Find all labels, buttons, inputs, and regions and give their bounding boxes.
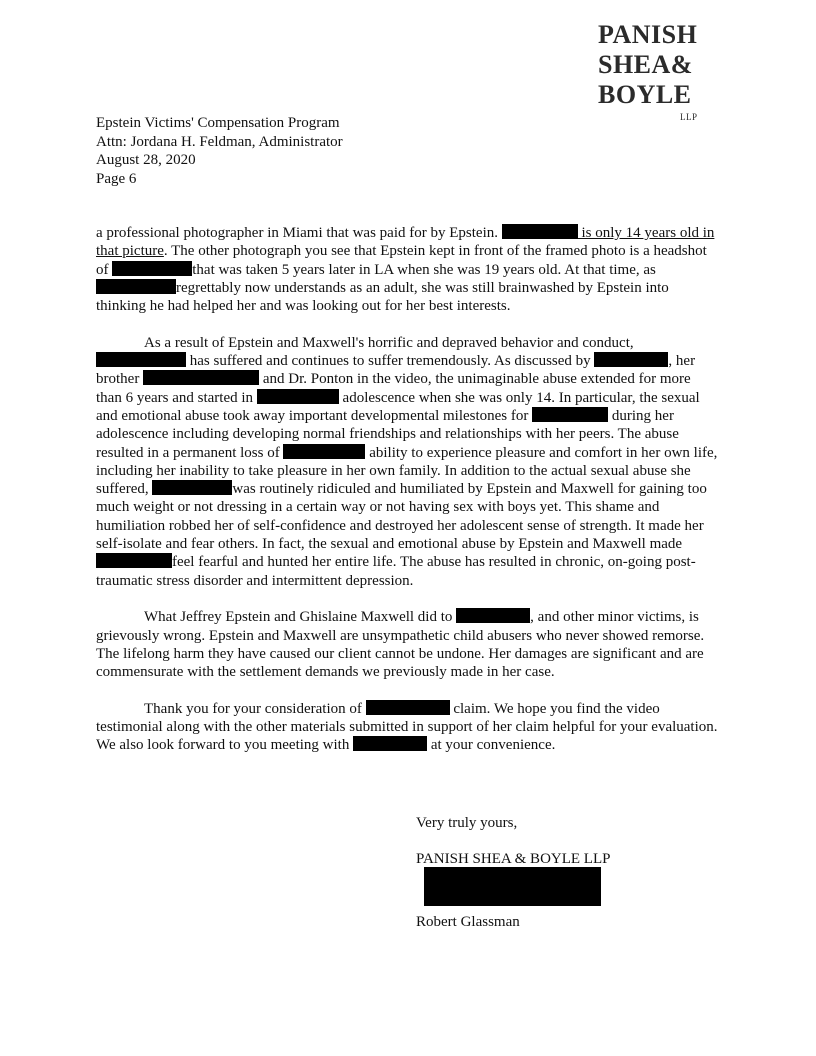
redaction-box (112, 261, 192, 276)
signature-redaction (424, 867, 601, 906)
text-segment: ability to experience pleasure and comfort in her own life, including her inability to take pleasure in her own family. In addition to the actual sexual abuse she suffered, (96, 444, 718, 498)
redaction-box (96, 279, 176, 294)
text-segment: What Jeffrey Epstein and Ghislaine Maxwell did to (144, 609, 457, 626)
text-segment: , her brother (96, 353, 696, 388)
letter-date: August 28, 2020 (96, 152, 196, 168)
text-segment: during her adolescence including developing normal friendships and relationships with her peers. The abuse resulted in a permanent loss of (96, 407, 679, 461)
redaction-box (96, 352, 186, 367)
letter-body (96, 224, 720, 773)
text-segment: has suffered and continues to suffer tremendously. As discussed by (186, 353, 595, 370)
text-segment: As a result of Epstein and Maxwell's horrific and depraved behavior and conduct, (144, 334, 634, 351)
recipient: Epstein Victims' Compensation Program (96, 115, 340, 131)
page-number: Page 6 (96, 170, 137, 187)
text-segment: regrettably now understands as an adult, she was still brainwashed by Epstein into thinking he had helped her and was looking out for her best interests. (96, 279, 669, 315)
redaction-box (456, 608, 530, 623)
paragraph-3 (96, 608, 720, 681)
paragraph-2 (96, 334, 720, 590)
text-segment: and Dr. Ponton in the video, the unimaginable abuse extended for more than 6 years and started in (96, 371, 691, 406)
text-segment: adolescence when she was only 14. In particular, the sexual and emotional abuse took away important developmental milestones for (96, 389, 700, 424)
redaction-box (366, 700, 450, 715)
firm-name: PANISH SHEA & BOYLE LLP (416, 851, 611, 868)
text-segment: that was taken 5 years later in LA when she was 19 years old. At that time, as (192, 261, 656, 278)
text-segment: Thank you for your consideration of (144, 700, 366, 717)
letter-header (96, 114, 343, 188)
salutation: Very truly yours, (416, 815, 518, 831)
text-segment: . The other photograph you see that Epstein kept in front of the framed photo is a headshot of (96, 243, 707, 278)
text-segment: a professional photographer in Miami that was paid for by Epstein. (96, 225, 502, 241)
logo-suffix: LLP (680, 112, 698, 122)
attention-line: Attn: Jordana H. Feldman, Administrator (96, 133, 343, 150)
redaction-box (532, 407, 608, 422)
text-segment: at your convenience. (427, 737, 556, 754)
underlined-text: is only 14 years old in that picture (96, 225, 715, 260)
redaction-box (283, 444, 365, 459)
redaction-box (257, 389, 339, 404)
signer-name: Robert Glassman (416, 913, 520, 930)
firm-logo (598, 20, 708, 122)
paragraph-4 (96, 700, 720, 755)
redaction-box (96, 553, 172, 568)
text-segment: was routinely ridiculed and humiliated by Epstein and Maxwell for gaining too much weight or not dressing in a certain way or not having sex with boys yet. This shame and humiliation robbed her of self-confidence and destroyed her adolescent sense of strength. It made her self-isolate and fear others. In fact, the sexual and emotional abuse by Epstein and Maxwell made (96, 481, 707, 553)
text-segment: feel fearful and hunted her entire life. The abuse has resulted in chronic, on-going post-traumatic stress disorder and intermittent depression. (96, 554, 696, 589)
logo-line-1: PANISH (598, 20, 698, 49)
logo-line-2: SHEA& (598, 50, 693, 79)
paragraph-1 (96, 224, 720, 315)
logo-line-3: BOYLE (598, 80, 692, 109)
redaction-box (594, 352, 668, 367)
redaction-box (152, 480, 232, 495)
redaction-box (353, 736, 427, 751)
text-segment: claim. We hope you find the video testimonial along with the other materials submitted in support of her claim helpful for your evaluation. We also look forward to you meeting with (96, 700, 718, 754)
redaction-box (502, 224, 578, 239)
redaction-box (143, 370, 259, 385)
text-segment: , and other minor victims, is grievously wrong. Epstein and Maxwell are unsympathetic child abusers who never showed remorse. The lifelong harm they have caused our client cannot be undone. Her damages are significant and are commensurate with the settlement demands we previously made in her case. (96, 609, 705, 681)
